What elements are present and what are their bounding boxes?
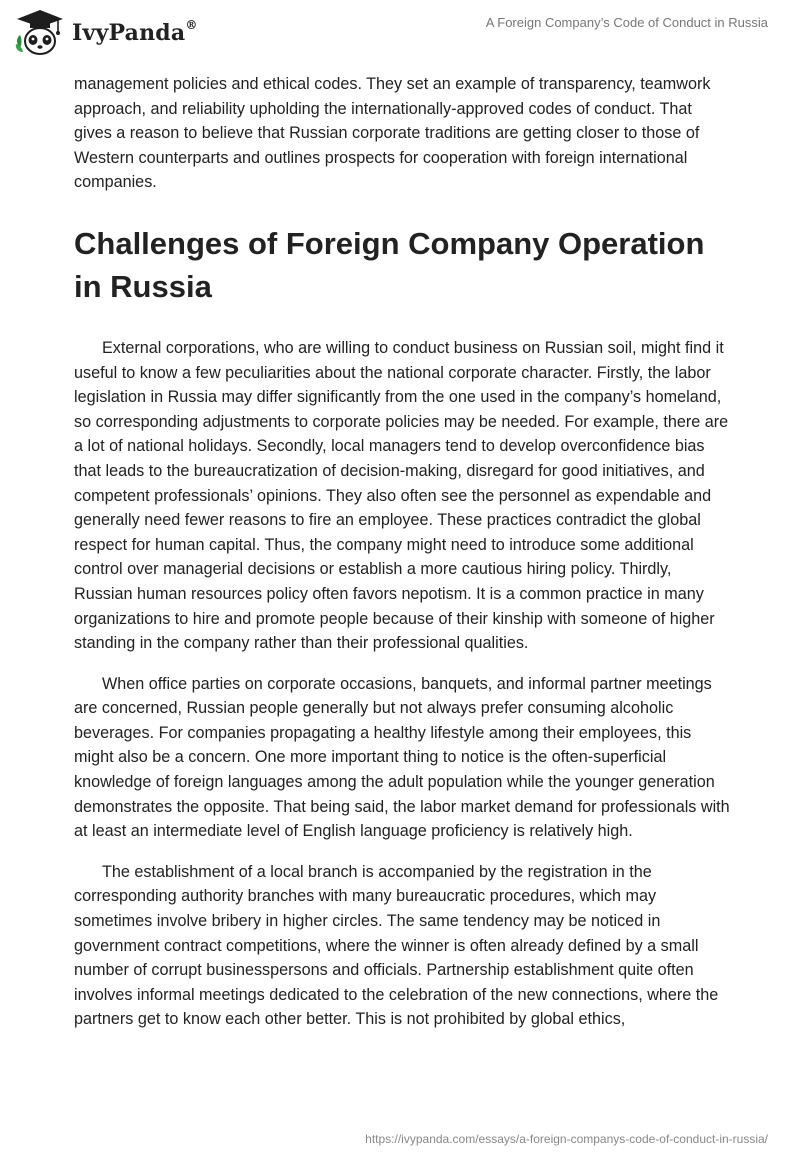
page-header [0, 0, 800, 70]
registered-mark: ® [185, 18, 198, 32]
intro-paragraph: management policies and ethical codes. They set an example of transparency, teamwork approach, and reliability upholding the internationally-approved codes of conduct. That gives a reason to believe that Russian corporate traditions are getting closer to those of Western counterparts and outlines prospects for cooperation with foreign international companies. [74, 75, 711, 192]
panda-graduate-icon [14, 8, 66, 58]
body-paragraph: When office parties on corporate occasions, banquets, and informal partner meetings are concerned, Russian people generally but not always prefer consuming alcoholic beverages. For companies propagating a healthy lifestyle among their employees, this might also be a concern. One more important thing to notice is the often-superficial knowledge of foreign languages among the adult population while the younger generation demonstrates the opposite. That being said, the labor market demand for professionals with at least an intermediate level of English language proficiency is relatively high. [74, 674, 730, 841]
body-paragraph: The establishment of a local branch is accompanied by the registration in the corresponding authority branches with many bureaucratic procedures, which may sometimes involve bribery in higher circles. The same tendency may be noticed in government contract competitions, where the winner is often already defined by a small number of corrupt businesspersons and officials. Partnership establishment quite often involves informal meetings dedicated to the celebration of the new connections, where the partners get to know each other better. This is not prohibited by global ethics, [74, 862, 719, 1029]
logo-wordmark: IvyPanda® [72, 18, 198, 46]
source-url[interactable]: https://ivypanda.com/essays/a-foreign-companys-code-of-conduct-in-russia/ [365, 1132, 768, 1146]
body-paragraph: External corporations, who are willing to conduct business on Russian soil, might find it useful to know a few peculiarities about the national corporate character. Firstly, the labor legislation in Russia may differ significantly from the one used in the company’s homeland, so corresponding adjustments to corporate policies may be needed. For example, there are a lot of national holidays. Secondly, local managers tend to develop overconfidence bias that leads to the bureaucratization of decision-making, disregard for good initiatives, and competent professionals’ opinions. They also often see the personnel as expendable and generally need fewer reasons to fire an employee. These practices contradict the global respect for human capital. Thus, the company might need to introduce some additional control over managerial decisions or establish a more cautious hiring policy. Thirdly, Russian human resources policy often favors nepotism. It is a common practice in many organizations to hire and promote people because of their kinship with someone of higher standing in the company rather than their professional qualities. [74, 338, 729, 653]
essay-content [74, 72, 730, 1032]
ivypanda-logo[interactable] [14, 8, 198, 58]
document-title: A Foreign Company’s Code of Conduct in Russia [485, 15, 768, 30]
section-heading: Challenges of Foreign Company Operation in Russia [74, 225, 705, 304]
